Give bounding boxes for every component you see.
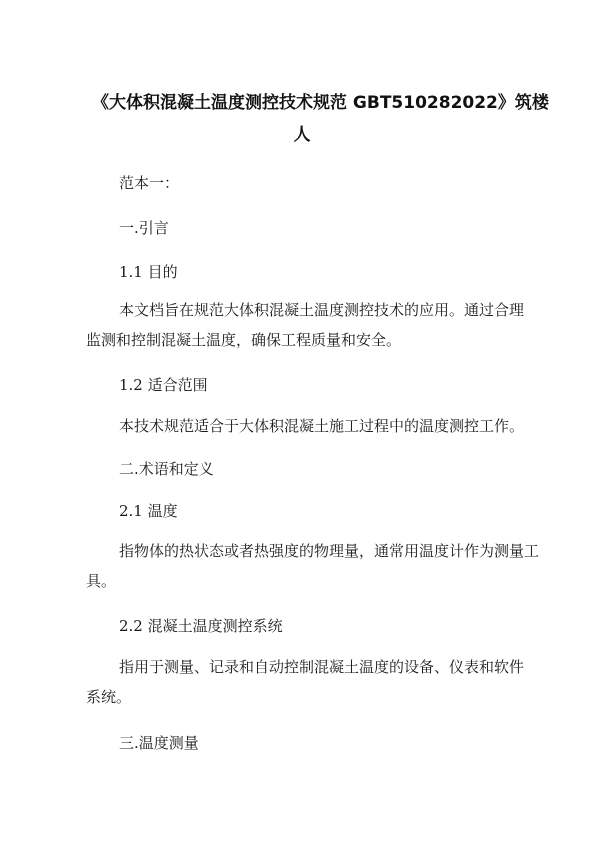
section-heading-temperature-measurement: 三.温度测量 [119,734,199,752]
paragraph-temperature-line-1: 指物体的热状态或者热强度的物理量，通常用温度计作为测量工 [119,542,540,560]
document-title-line-2: 人 [293,125,311,145]
paragraph-purpose-line-2: 监测和控制混凝土温度，确保工程质量和安全。 [86,331,402,349]
paragraph-control-system-line-1: 指用于测量、记录和自动控制混凝土温度的设备、仪表和软件 [119,658,525,676]
subsection-heading-temperature: 2.1 温度 [119,502,178,520]
document-title-line-1: 《大体积混凝土温度测控技术规范 GBT510282022》筑楼 [92,93,549,113]
section-heading-introduction: 一.引言 [119,219,169,237]
paragraph-purpose-line-1: 本文档旨在规范大体积混凝土温度测控技术的应用。通过合理 [119,301,525,319]
subsection-heading-scope: 1.2 适合范围 [119,376,208,394]
subsection-heading-purpose: 1.1 目的 [119,263,178,281]
paragraph-control-system-line-2: 系统。 [86,688,132,706]
subsection-heading-control-system: 2.2 混凝土温度测控系统 [119,617,283,635]
section-heading-terms: 二.术语和定义 [119,460,214,478]
paragraph-scope: 本技术规范适合于大体积混凝土施工过程中的温度测控工作。 [119,417,525,435]
template-label: 范本一： [119,174,180,192]
paragraph-temperature-line-2: 具。 [86,572,117,590]
